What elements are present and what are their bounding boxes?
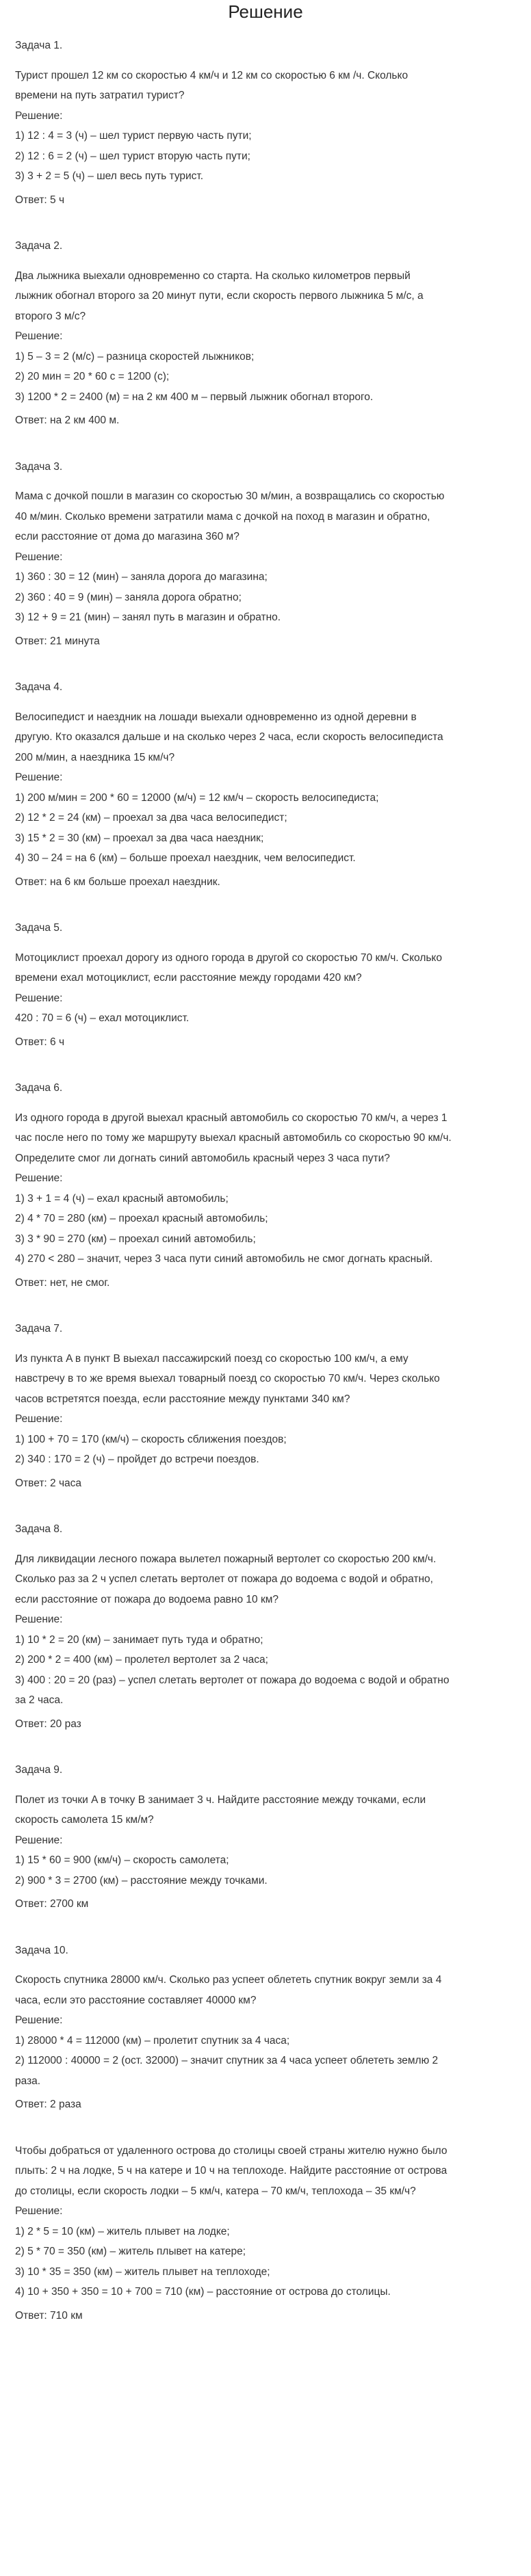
solution-step: 1) 10 * 2 = 20 (км) – занимает путь туда и обратно; [15, 1633, 263, 1646]
solution-step: 3) 400 : 20 = 20 (раз) – успел слетать вертолет от пожара до водоема с водой и обратно [15, 1674, 450, 1686]
solution-step: 3) 10 * 35 = 350 (км) – житель плывет на теплоходе; [15, 2265, 270, 2278]
solution-step: 3) 15 * 2 = 30 (км) – проехал за два часа наездник; [15, 832, 264, 844]
task-title: Задача 8. [15, 1523, 63, 1535]
task-problem-line: времени на путь затратил турист? [15, 90, 185, 101]
task-problem-line: Из пункта A в пункт B выехал пассажирский поезд со скоростью 100 км/ч, а ему [15, 1352, 409, 1365]
solution-step: 2) 5 * 70 = 350 (км) – житель плывет на катере; [15, 2246, 246, 2257]
task-problem-line: Два лыжника выехали одновременно со старта. На сколько километров первый [15, 270, 411, 282]
task-title: Задача 2. [15, 240, 63, 252]
task-problem-line: Турист прошел 12 км со скоростью 4 км/ч и 12 км со скоростью 6 км /ч. Сколько [15, 69, 409, 81]
task-problem-line: лыжник обогнал второго за 20 минут пути, если скорость первого лыжника 5 м/с, а [15, 290, 424, 302]
task-title: Задача 3. [15, 460, 63, 473]
solution-label: Решение: [15, 1413, 63, 1425]
task-answer: Ответ: на 2 км 400 м. [15, 415, 120, 426]
solution-step: 4) 30 – 24 = на 6 (км) – больше проехал наездник, чем велосипедист. [15, 852, 356, 864]
task-answer: Ответ: 5 ч [15, 194, 65, 206]
solution-step: 4) 10 + 350 + 350 = 10 + 700 = 710 (км) – расстояние от острова до столицы. [15, 2286, 391, 2298]
solution-label: Решение: [15, 1172, 63, 1184]
solution-step: 2) 112000 : 40000 = 2 (ост. 32000) – значит спутник за 4 часа успеет облететь землю 2 [15, 2055, 439, 2066]
solution-step: 1) 28000 * 4 = 112000 (км) – пролетит спутник за 4 часа; [15, 2034, 290, 2047]
solution-label: Решение: [15, 1834, 63, 1846]
solution-step: 2) 12 : 6 = 2 (ч) – шел турист вторую часть пути; [15, 150, 250, 162]
task-problem-line: до столицы, если скорость лодки – 5 км/ч, катера – 70 км/ч, теплохода – 35 км/ч? [15, 2185, 416, 2197]
task-block [15, 1941, 516, 2115]
solution-label: Решение: [15, 109, 63, 122]
task-answer: Ответ: нет, не смог. [15, 1276, 110, 1289]
task-problem-line: Сколько раз за 2 ч успел слетать вертолет от пожара до водоема с водой и обратно, [15, 1573, 433, 1585]
solution-label: Решение: [15, 2205, 63, 2217]
task-answer: Ответ: 20 раз [15, 1718, 81, 1730]
task-block [15, 1078, 516, 1293]
task-title: Задача 4. [15, 681, 63, 693]
task-list [15, 36, 516, 2326]
solution-step: 1) 15 * 60 = 900 (км/ч) – скорость самолета; [15, 1854, 229, 1866]
task-block [15, 457, 516, 652]
task-problem-line: плыть: 2 ч на лодке, 5 ч на катере и 10 ч на теплоходе. Найдите расстояние от острова [15, 2165, 448, 2177]
task-answer: Ответ: 2 раза [15, 2099, 81, 2110]
task-block [15, 677, 516, 892]
solution-label: Решение: [15, 992, 63, 1004]
task-block [15, 236, 516, 431]
solution-label: Решение: [15, 551, 63, 563]
solution-step: за 2 часа. [15, 1694, 64, 1706]
solution-step: 1) 5 – 3 = 2 (м/с) – разница скоростей лыжников; [15, 350, 255, 363]
task-problem-line: второго 3 м/с? [15, 310, 86, 322]
task-block [15, 918, 516, 1052]
task-problem-line: Мама с дочкой пошли в магазин со скоростью 30 м/мин, а возвращались со скоростью [15, 490, 445, 502]
solution-step: 1) 200 м/мин = 200 * 60 = 12000 (м/ч) = 12 км/ч – скорость велосипедиста; [15, 791, 379, 804]
task-answer: Ответ: 21 минута [15, 635, 100, 647]
task-title: Задача 5. [15, 922, 63, 934]
task-title: Задача 7. [15, 1323, 63, 1335]
solution-step: 420 : 70 = 6 (ч) – ехал мотоциклист. [15, 1012, 190, 1024]
solution-label: Решение: [15, 772, 63, 783]
task-problem-line: если расстояние от пожара до водоема равно 10 км? [15, 1593, 279, 1605]
task-answer: Ответ: 710 км [15, 2309, 83, 2322]
solution-step: 1) 3 + 1 = 4 (ч) – ехал красный автомобиль; [15, 1192, 229, 1205]
task-problem-line: Скорость спутника 28000 км/ч. Сколько раз успеет облететь спутник вокруг земли за 4 [15, 1974, 442, 1986]
task-problem-line: если расстояние от дома до магазина 360 м? [15, 531, 239, 542]
task-title: Задача 9. [15, 1764, 63, 1776]
task-problem-line: часов встретятся поезда, если расстояние между пунктами 340 км? [15, 1393, 350, 1405]
solution-step: 2) 900 * 3 = 2700 (км) – расстояние между точками. [15, 1874, 268, 1887]
page-title: Решение [228, 1, 303, 22]
solution-step: 3) 3 * 90 = 270 (км) – проехал синий автомобиль; [15, 1233, 256, 1245]
task-problem-line: часа, если это расстояние составляет 40000 км? [15, 1994, 257, 2006]
solution-label: Решение: [15, 1614, 63, 1625]
solution-step: 1) 12 : 4 = 3 (ч) – шел турист первую часть пути; [15, 130, 252, 142]
solution-step: 2) 360 : 40 = 9 (мин) – заняла дорога обратно; [15, 591, 242, 603]
task-title: Задача 1. [15, 40, 63, 51]
task-problem-line: Мотоциклист проехал дорогу из одного города в другой со скоростью 70 км/ч. Сколько [15, 951, 443, 964]
solution-step: 2) 4 * 70 = 280 (км) – проехал красный автомобиль; [15, 1213, 268, 1224]
solution-step: 3) 3 + 2 = 5 (ч) – шел весь путь турист. [15, 170, 204, 182]
task-problem-line: 200 м/мин, а наездника 15 км/ч? [15, 751, 175, 763]
task-problem-line: 40 м/мин. Сколько времени затратили мама с дочкой на поход в магазин и обратно, [15, 510, 430, 523]
task-problem-line: скорость самолета 15 км/м? [15, 1814, 154, 1826]
solution-step: 4) 270 < 280 – значит, через 3 часа пути синий автомобиль не смог догнать красный. [15, 1253, 433, 1265]
task-answer: Ответ: 2 часа [15, 1477, 82, 1489]
task-problem-line: Полет из точки A в точку B занимает 3 ч. Найдите расстояние между точками, если [15, 1793, 426, 1806]
task-problem-line: Чтобы добраться от удаленного острова до столицы своей страны жителю нужно было [15, 2144, 448, 2157]
task-answer: Ответ: 6 ч [15, 1036, 65, 1048]
task-title: Задача 10. [15, 1944, 68, 1956]
task-problem-line: навстречу в то же время выехал товарный поезд со скоростью 70 км/ч. Через сколько [15, 1373, 440, 1384]
solution-step: 2) 12 * 2 = 24 (км) – проехал за два часа велосипедист; [15, 812, 287, 824]
task-title: Задача 6. [15, 1082, 63, 1094]
task-problem-line: Велосипедист и наездник на лошади выехали одновременно из одной деревни в [15, 711, 417, 723]
task-answer: Ответ: на 6 км больше проехал наездник. [15, 876, 220, 888]
solution-label: Решение: [15, 330, 63, 342]
solution-step: 1) 360 : 30 = 12 (мин) – заняла дорога до магазина; [15, 571, 268, 583]
task-problem-line: другую. Кто оказался дальше и на сколько через 2 часа, если скорость велосипедиста [15, 731, 443, 743]
task-answer: Ответ: 2700 км [15, 1898, 89, 1910]
solution-step: раза. [15, 2075, 41, 2087]
task-block [15, 1319, 516, 1493]
task-problem-line: времени ехал мотоциклист, если расстояние между городами 420 км? [15, 972, 362, 984]
task-problem-line: Определите смог ли догнать синий автомобиль красный через 3 часа пути? [15, 1152, 390, 1164]
task-block [15, 1760, 516, 1915]
task-problem-line: час после него по тому же маршруту выехал красный автомобиль со скоростью 90 км/ч. [15, 1132, 452, 1144]
solution-step: 2) 20 мин = 20 * 60 с = 1200 (с); [15, 371, 170, 382]
task-problem-line: Из одного города в другой выехал красный автомобиль со скоростью 70 км/ч, а через 1 [15, 1112, 448, 1124]
solution-label: Решение: [15, 2014, 63, 2026]
task-block [15, 2141, 516, 2326]
solution-step: 2) 200 * 2 = 400 (км) – пролетел вертолет за 2 часа; [15, 1654, 268, 1666]
task-block [15, 1519, 516, 1734]
task-block [15, 36, 516, 210]
task-problem-line: Для ликвидации лесного пожара вылетел пожарный вертолет со скоростью 200 км/ч. [15, 1553, 437, 1565]
solution-step: 1) 100 + 70 = 170 (км/ч) – скорость сближения поездов; [15, 1433, 287, 1445]
solution-step: 1) 2 * 5 = 10 (км) – житель плывет на лодке; [15, 2225, 230, 2237]
solution-step: 3) 12 + 9 = 21 (мин) – занял путь в магазин и обратно. [15, 612, 281, 623]
solution-step: 2) 340 : 170 = 2 (ч) – пройдет до встречи поездов. [15, 1454, 259, 1465]
solution-step: 3) 1200 * 2 = 2400 (м) = на 2 км 400 м – первый лыжник обогнал второго. [15, 391, 374, 403]
